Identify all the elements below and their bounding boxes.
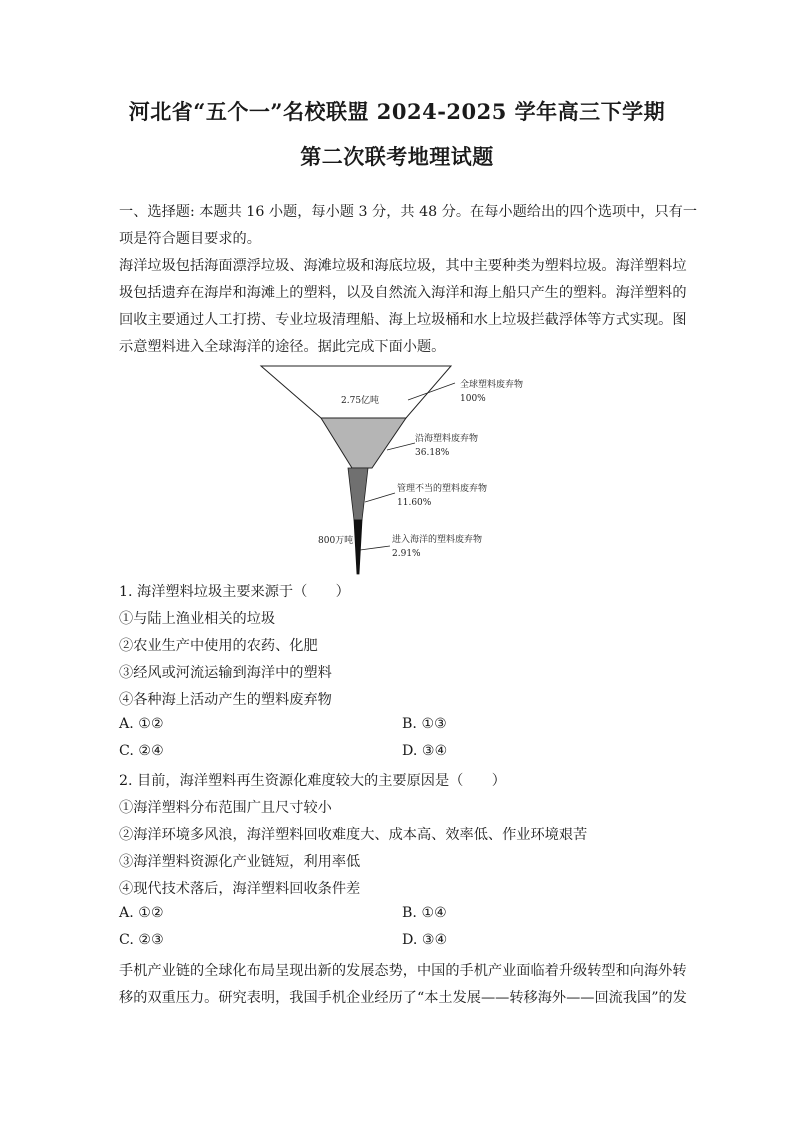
question-1-item: ①与陆上渔业相关的垃圾 <box>119 611 276 627</box>
leader-line <box>387 443 415 450</box>
label-level-name: 沿海塑料废弃物 <box>415 434 479 444</box>
question-2-option-d[interactable]: D. ③④ <box>402 932 448 948</box>
funnel-level-ocean <box>354 520 362 574</box>
passage-line: 海洋垃圾包括海面漂浮垃圾、海滩垃圾和海底垃圾，其中主要种类为塑料垃圾。海洋塑料垃 <box>119 258 687 274</box>
intro-line: 一、选择题: 本题共 16 小题，每小题 3 分，共 48 分。在每小题给出的四个选项中，只有一 <box>119 204 698 220</box>
label-top-amount: 2.75亿吨 <box>341 396 380 406</box>
label-level-percent: 2.91% <box>392 549 421 559</box>
intro-line: 项是符合题目要求的。 <box>119 231 261 247</box>
passage-line: 示意塑料进入全球海洋的途径。据此完成下面小题。 <box>119 339 446 355</box>
question-2-option-c[interactable]: C. ②③ <box>119 932 164 948</box>
funnel-level-coastal <box>321 418 406 468</box>
question-2-item: ①海洋塑料分布范围广且尺寸较小 <box>119 800 332 816</box>
question-1-stem: 1. 海洋塑料垃圾主要来源于（ ） <box>119 584 350 600</box>
label-level-name: 管理不当的塑料废弃物 <box>397 484 488 494</box>
label-bottom-amount: 800万吨 <box>318 536 354 546</box>
label-level-name: 全球塑料废弃物 <box>460 380 524 390</box>
passage-line: 移的双重压力。研究表明，我国手机企业经历了“本土发展——转移海外——回流我国”的发 <box>119 990 687 1006</box>
funnel-level-global <box>261 366 451 418</box>
passage-line: 回收主要通过人工打捞、专业垃圾清理船、海上垃圾桶和水上垃圾拦截浮体等方式实现。图 <box>119 312 687 328</box>
question-2-stem: 2. 目前，海洋塑料再生资源化难度较大的主要原因是（ ） <box>119 773 506 789</box>
question-1-option-a[interactable]: A. ①② <box>119 716 164 732</box>
question-1-option-d[interactable]: D. ③④ <box>402 743 448 759</box>
question-2-item: ④现代技术落后，海洋塑料回收条件差 <box>119 881 361 897</box>
question-2-item: ③海洋塑料资源化产业链短，利用率低 <box>119 854 361 870</box>
label-level-name: 进入海洋的塑料废弃物 <box>392 535 483 545</box>
plastic-funnel-figure <box>255 360 555 578</box>
funnel-svg <box>255 360 555 578</box>
label-level-percent: 36.18% <box>415 448 450 458</box>
funnel-level-mismanaged <box>348 468 368 520</box>
question-2-option-a[interactable]: A. ①② <box>119 905 164 921</box>
passage-line: 圾包括遗弃在海岸和海滩上的塑料，以及自然流入海洋和海上船只产生的塑料。海洋塑料的 <box>119 285 687 301</box>
label-level-percent: 11.60% <box>397 498 432 508</box>
question-2-item: ②海洋环境多风浪，海洋塑料回收难度大、成本高、效率低、作业环境艰苦 <box>119 827 588 843</box>
question-1-item: ③经风或河流运输到海洋中的塑料 <box>119 665 332 681</box>
question-1-item: ④各种海上活动产生的塑料废弃物 <box>119 692 332 708</box>
label-level-percent: 100% <box>460 394 486 404</box>
passage-line: 手机产业链的全球化布局呈现出新的发展态势，中国的手机产业面临着升级转型和向海外转 <box>119 963 687 979</box>
page-title-line1: 河北省“五个一”名校联盟 2024-2025 学年高三下学期 <box>128 99 666 124</box>
question-1-option-b[interactable]: B. ①③ <box>402 716 447 732</box>
page-title-line2: 第二次联考地理试题 <box>300 144 494 169</box>
question-1-item: ②农业生产中使用的农药、化肥 <box>119 638 318 654</box>
question-2-option-b[interactable]: B. ①④ <box>402 905 447 921</box>
passage-phone-industry <box>119 958 687 1012</box>
passage-marine-plastic <box>119 253 687 361</box>
question-1-option-c[interactable]: C. ②④ <box>119 743 164 759</box>
leader-line <box>365 493 395 502</box>
leader-line <box>360 546 390 550</box>
section-intro <box>119 199 698 253</box>
